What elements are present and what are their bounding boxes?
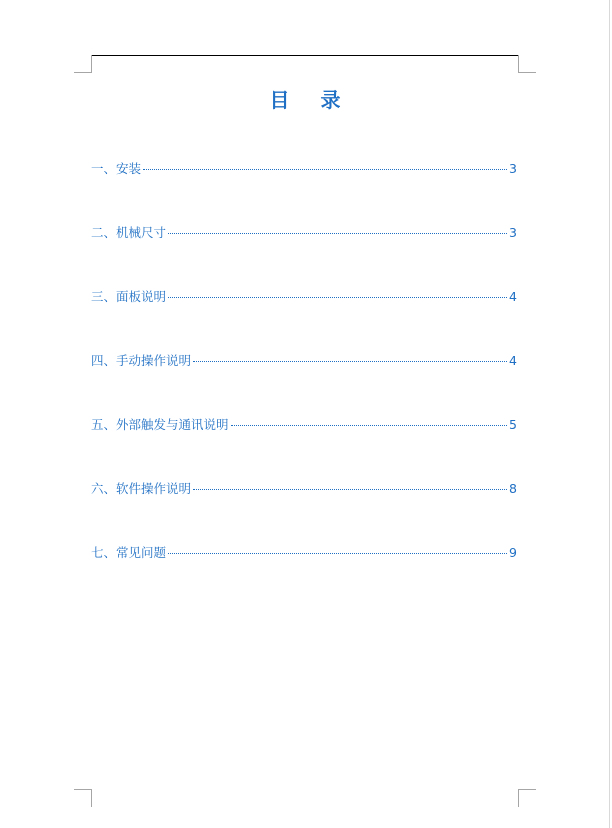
toc-entry-mechanical-dimensions[interactable] bbox=[91, 223, 517, 243]
toc-page-number: 9 bbox=[509, 545, 517, 560]
toc-dot-leader bbox=[168, 297, 507, 298]
crop-mark-bottom-left bbox=[74, 789, 92, 807]
toc-list bbox=[91, 159, 517, 607]
crop-mark-bottom-right bbox=[518, 789, 536, 807]
crop-mark-top-right bbox=[518, 55, 536, 73]
toc-entry-software-operation[interactable] bbox=[91, 479, 517, 499]
toc-dot-leader bbox=[231, 425, 508, 426]
toc-dot-leader bbox=[168, 233, 507, 234]
toc-page-number: 4 bbox=[509, 353, 517, 368]
toc-entry-label: 一、安装 bbox=[91, 161, 142, 176]
toc-entry-label: 五、外部触发与通讯说明 bbox=[91, 417, 229, 432]
toc-page-number: 3 bbox=[509, 225, 517, 240]
toc-page-number: 5 bbox=[509, 417, 517, 432]
toc-entry-label: 四、手动操作说明 bbox=[91, 353, 192, 368]
toc-page-number: 4 bbox=[509, 289, 517, 304]
toc-title: 目 录 bbox=[269, 88, 353, 112]
toc-page-number: 3 bbox=[509, 161, 517, 176]
toc-dot-leader bbox=[143, 169, 507, 170]
toc-dot-leader bbox=[168, 553, 507, 554]
toc-entry-manual-operation[interactable] bbox=[91, 351, 517, 371]
toc-entry-label: 六、软件操作说明 bbox=[91, 481, 192, 496]
toc-entry-label: 七、常见问题 bbox=[91, 545, 167, 560]
toc-entry-panel-description[interactable] bbox=[91, 287, 517, 307]
toc-dot-leader bbox=[193, 361, 507, 362]
crop-mark-top-left bbox=[74, 55, 92, 73]
toc-entry-label: 二、机械尺寸 bbox=[91, 225, 167, 240]
toc-entry-external-trigger[interactable] bbox=[91, 415, 517, 435]
toc-entry-install[interactable] bbox=[91, 159, 517, 179]
toc-entry-faq[interactable] bbox=[91, 543, 517, 563]
header-rule bbox=[92, 55, 518, 56]
toc-dot-leader bbox=[193, 489, 507, 490]
toc-page-number: 8 bbox=[509, 481, 517, 496]
toc-entry-label: 三、面板说明 bbox=[91, 289, 167, 304]
